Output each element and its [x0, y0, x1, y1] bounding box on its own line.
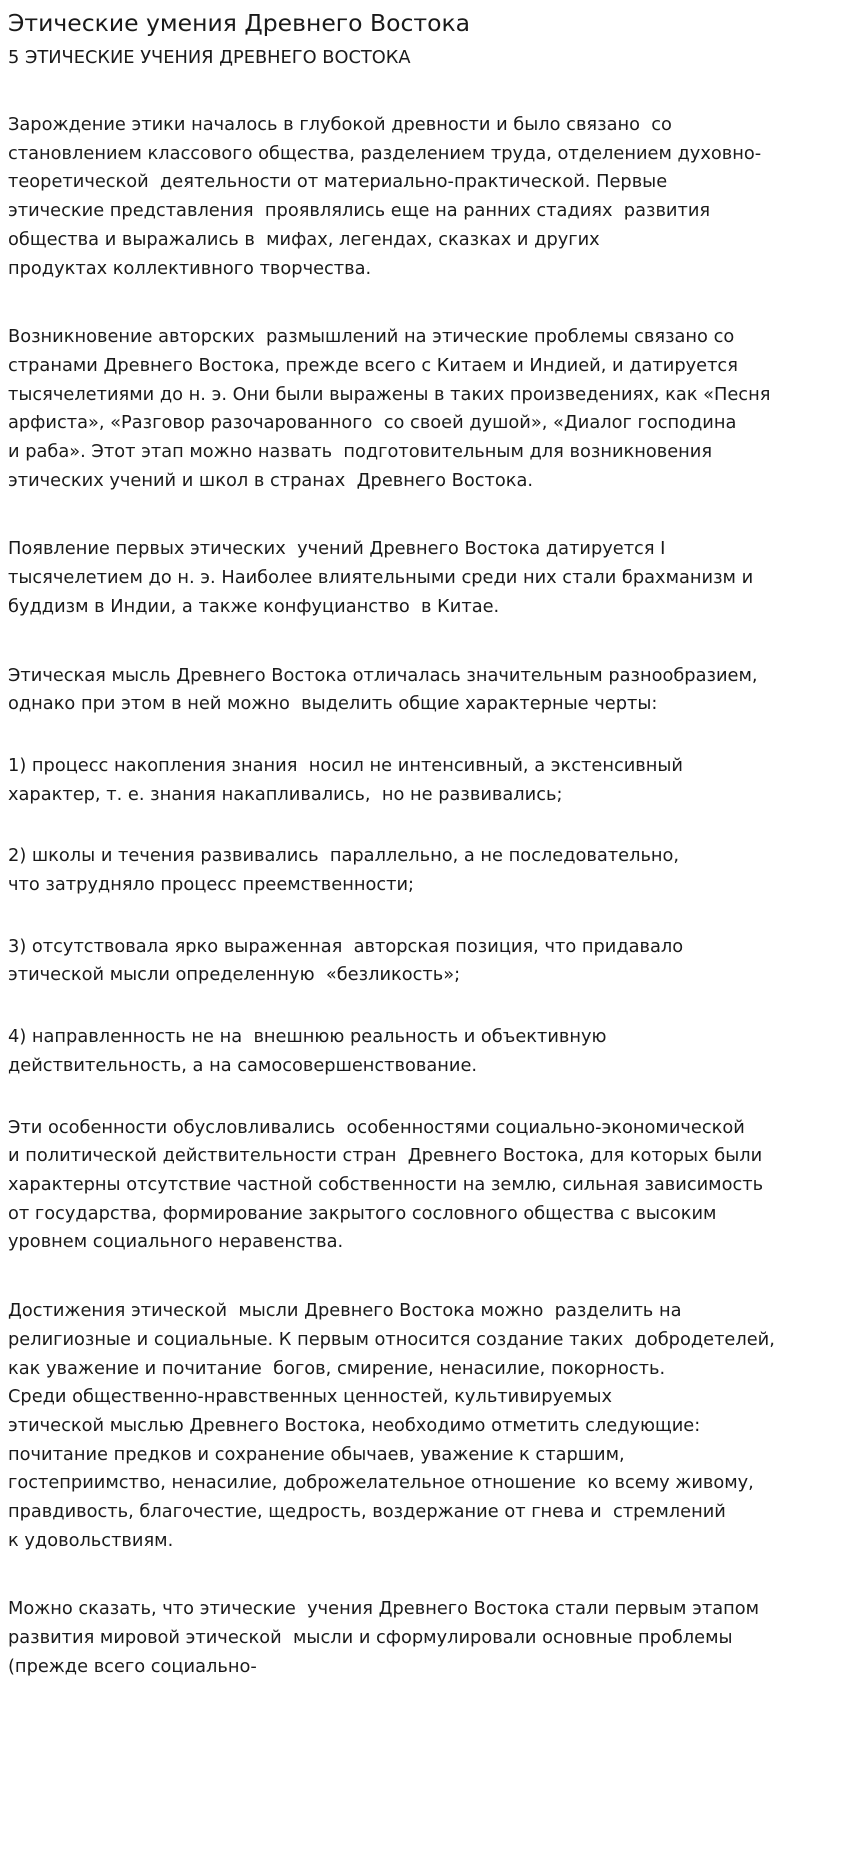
text-line: становлением классового общества, разделением труда, отделением духовно- [8, 142, 762, 164]
text-line: этической мысли определенную «безликость»; [8, 964, 461, 986]
text-line: 4) направленность не на внешнюю реальность и объективную [8, 1026, 607, 1048]
paragraph [8, 111, 838, 283]
text-line: 2) школы и течения развивались параллельно, а не последовательно, [8, 845, 680, 867]
text-line: и политической действительности стран Древнего Востока, для которых были [8, 1145, 763, 1167]
paragraph [8, 752, 838, 809]
text-line: продуктах коллективного творчества. [8, 257, 372, 279]
page-title: Этические умения Древнего Востока [8, 9, 471, 37]
text-line: 3) отсутствовала ярко выраженная авторская позиция, что придавало [8, 935, 684, 957]
text-line: арфиста», «Разговор разочарованного со своей душой», «Диалог господина [8, 412, 737, 434]
text-line: 1) процесс накопления знания носил не интенсивный, а экстенсивный [8, 754, 683, 776]
paragraph [8, 1297, 838, 1555]
text-line: правдивость, благочестие, щедрость, воздержание от гнева и стремлений [8, 1501, 726, 1523]
paragraph [8, 535, 838, 621]
text-line: тысячелетием до н. э. Наиболее влиятельными среди них стали брахманизм и [8, 567, 754, 589]
paragraph [8, 933, 838, 990]
text-line: к удовольствиям. [8, 1529, 174, 1551]
document-body [8, 111, 838, 1682]
paragraph [8, 323, 838, 495]
text-line: как уважение и почитание богов, смирение, ненасилие, покорность. [8, 1357, 666, 1379]
text-line: действительность, а на самосовершенствование. [8, 1054, 478, 1076]
text-line: Среди общественно-нравственных ценностей, культивируемых [8, 1386, 612, 1408]
text-line: тысячелетиями до н. э. Они были выражены в таких произведениях, как «Песня [8, 383, 771, 405]
text-line: этических учений и школ в странах Древнего Востока. [8, 469, 534, 491]
text-line: и раба». Этот этап можно назвать подготовительным для возникновения [8, 441, 713, 463]
text-line: религиозные и социальные. К первым относится создание таких добродетелей, [8, 1328, 775, 1350]
text-line: (прежде всего социально- [8, 1655, 257, 1677]
text-line: Этическая мысль Древнего Востока отличалась значительным разнообразием, [8, 664, 758, 686]
text-line: Достижения этической мысли Древнего Востока можно разделить на [8, 1300, 682, 1322]
text-line: что затрудняло процесс преемственности; [8, 874, 415, 896]
text-line: теоретической деятельности от материально-практической. Первые [8, 171, 668, 193]
text-line: развития мировой этической мысли и сформулировали основные проблемы [8, 1627, 733, 1649]
text-line: Зарождение этики началось в глубокой древности и было связано со [8, 114, 672, 135]
paragraph [8, 1595, 838, 1681]
paragraph [8, 662, 838, 719]
text-line: Появление первых этических учений Древнего Востока датируется I [8, 538, 666, 560]
text-line: Можно сказать, что этические учения Древнего Востока стали первым этапом [8, 1598, 760, 1620]
text-line: от государства, формирование закрытого сословного общества с высоким [8, 1202, 717, 1224]
text-line: характерны отсутствие частной собственности на землю, сильная зависимость [8, 1173, 764, 1195]
paragraph [8, 842, 838, 899]
text-line: этической мыслью Древнего Востока, необходимо отметить следующие: [8, 1414, 701, 1436]
paragraph [8, 1114, 838, 1258]
document-page [8, 8, 838, 1682]
text-line: Возникновение авторских размышлений на этические проблемы связано со [8, 326, 735, 348]
text-line: общества и выражались в мифах, легендах, сказках и других [8, 228, 600, 250]
section-heading: 5 ЭТИЧЕСКИЕ УЧЕНИЯ ДРЕВНЕГО ВОСТОКА [8, 47, 411, 68]
text-line: уровнем социального неравенства. [8, 1231, 344, 1253]
text-line: однако при этом в ней можно выделить общие характерные черты: [8, 693, 658, 715]
text-line: Эти особенности обусловливались особенностями социально-экономической [8, 1116, 745, 1138]
text-line: характер, т. е. знания накапливались, но не развивались; [8, 783, 563, 805]
text-line: буддизм в Индии, а также конфуцианство в Китае. [8, 595, 500, 617]
text-line: странами Древнего Востока, прежде всего с Китаем и Индией, и датируется [8, 354, 738, 376]
paragraph [8, 1023, 838, 1080]
text-line: гостеприимство, ненасилие, доброжелательное отношение ко всему живому, [8, 1472, 754, 1494]
text-line: почитание предков и сохранение обычаев, уважение к старшим, [8, 1443, 625, 1465]
text-line: этические представления проявлялись еще на ранних стадиях развития [8, 200, 711, 222]
